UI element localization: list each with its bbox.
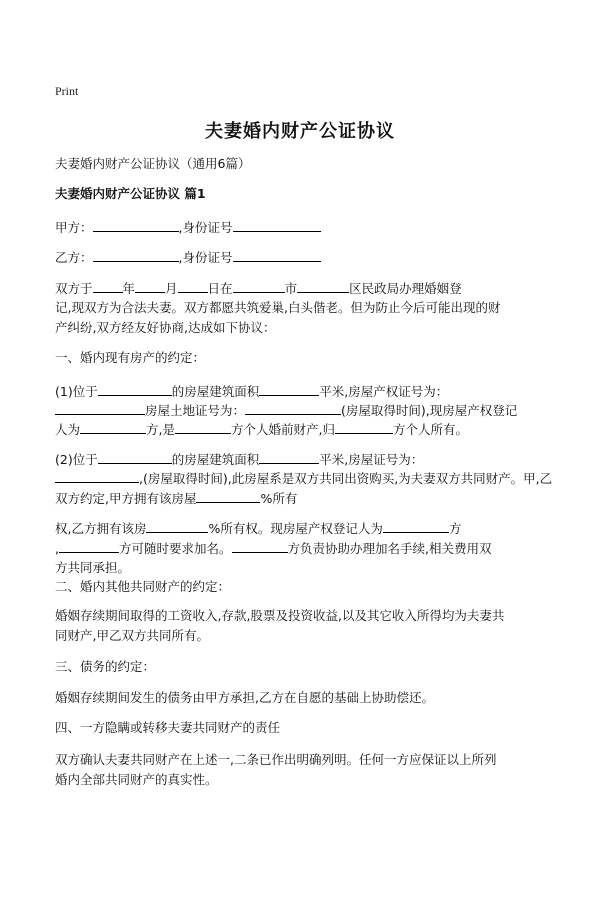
text: 月 — [165, 281, 178, 296]
blank-field — [135, 280, 165, 293]
section-3-heading: 三、债务的约定： — [55, 659, 156, 674]
blank-field — [98, 383, 172, 396]
text: 权,乙方拥有该房 — [55, 521, 147, 536]
section-4-heading: 四、一方隐瞒或转移夫妻共同财产的责任 — [55, 720, 281, 735]
text: , — [55, 541, 59, 556]
text: 市 — [284, 281, 298, 296]
id-label: ,身份证号 — [178, 250, 233, 265]
p3-line-1: 婚姻存续期间取得的工资收入,存款,股票及投资收益,以及其它收入所得均为夫妻共 — [55, 608, 505, 623]
text: 方个人婚前财产,归 — [231, 422, 335, 437]
p3-line-2: 同财产,甲乙双方共同所有。 — [55, 628, 209, 643]
text: ,(房屋取得时间),此房屋系是双方共同出资购买,为夫妻双方共同财产。甲,乙 — [139, 471, 553, 486]
intro-line-2: 记,现双方为合法夫妻。双方都愿共筑爱巢,白头偕老。但为防止今后可能出现的财 — [55, 300, 501, 315]
text: 方个人所有。 — [392, 422, 468, 437]
blank-field — [245, 402, 341, 415]
text: 双方于 — [55, 281, 93, 296]
blank-field — [175, 421, 231, 434]
blank-field — [98, 451, 172, 464]
blank-field — [335, 421, 393, 434]
text: 方,是 — [146, 422, 175, 437]
intro-line-1 — [55, 280, 462, 297]
p2-line-2 — [55, 470, 552, 487]
document-title: 夫妻婚内财产公证协议 — [205, 121, 395, 142]
text: %所有权。现房屋产权登记人为 — [208, 521, 383, 536]
section-heading: 夫妻婚内财产公证协议 篇1 — [55, 186, 206, 201]
p1-line-3 — [55, 421, 468, 438]
text: 的房屋建筑面积 — [171, 384, 260, 399]
blank-field — [59, 540, 119, 553]
party-b-line — [55, 249, 321, 266]
text: 房屋土地证号为： — [145, 403, 246, 418]
section-1-heading: 一、婚内现有房产的约定： — [55, 350, 206, 365]
blank-field — [259, 451, 319, 464]
text: 区民政局办理婚姻登 — [349, 281, 462, 296]
p1-line-1 — [55, 383, 448, 400]
text: 年 — [122, 281, 136, 296]
blank-field — [55, 402, 145, 415]
blank-field — [80, 421, 146, 434]
text: 平米,房屋证号为： — [319, 452, 424, 467]
blank-field — [297, 280, 349, 293]
text: 方可随时要求加名。 — [118, 541, 232, 556]
blank-field — [232, 540, 288, 553]
text: (2)位于 — [55, 452, 98, 467]
blank-field — [178, 280, 208, 293]
blank-field — [93, 249, 179, 262]
p5-line-1: 双方确认夫妻共同财产在上述一,二条已作出明确列明。任何一方应保证以上所列 — [55, 752, 497, 767]
p2-line-4 — [55, 520, 461, 537]
text: 日在 — [207, 281, 233, 296]
blank-field — [233, 280, 285, 293]
section-2-heading: 二、婚内其他共同财产的约定： — [55, 579, 231, 594]
blank-field — [383, 520, 449, 533]
text: (1)位于 — [55, 384, 98, 399]
blank-field — [259, 383, 319, 396]
party-a-line — [55, 219, 321, 236]
blank-field — [233, 249, 321, 262]
p5-line-2: 婚内全部共同财产的真实性。 — [55, 772, 218, 787]
blank-field — [93, 280, 123, 293]
text: 方负责协助办理加名手续,相关费用双 — [287, 541, 492, 556]
document-subtitle: 夫妻婚内财产公证协议（通用6篇） — [55, 156, 251, 171]
text: 人为 — [55, 422, 81, 437]
party-a-label: 甲方： — [55, 220, 93, 235]
p1-line-2 — [55, 402, 517, 419]
text: %所有 — [260, 491, 298, 506]
p2-line-5 — [55, 540, 491, 557]
p2-line-6: 方共同承担。 — [55, 560, 131, 575]
p2-line-3 — [55, 490, 297, 507]
text: 平米,房屋产权证号为： — [319, 384, 449, 399]
id-label: ,身份证号 — [178, 220, 233, 235]
blank-field — [196, 490, 260, 503]
party-b-label: 乙方： — [55, 250, 93, 265]
text: (房屋取得时间),现房屋产权登记 — [341, 403, 518, 418]
text: 的房屋建筑面积 — [171, 452, 260, 467]
blank-field — [55, 470, 139, 483]
text: 双方约定,甲方拥有该房屋 — [55, 491, 197, 506]
blank-field — [146, 520, 208, 533]
text: 方 — [448, 521, 462, 536]
blank-field — [233, 219, 321, 232]
print-link[interactable]: Print — [55, 84, 79, 98]
p4-line: 婚姻存续期间发生的债务由甲方承担,乙方在自愿的基础上协助偿还。 — [55, 690, 434, 705]
intro-line-3: 产纠纷,双方经友好协商,达成如下协议： — [55, 320, 276, 335]
blank-field — [93, 219, 179, 232]
p2-line-1 — [55, 451, 423, 468]
